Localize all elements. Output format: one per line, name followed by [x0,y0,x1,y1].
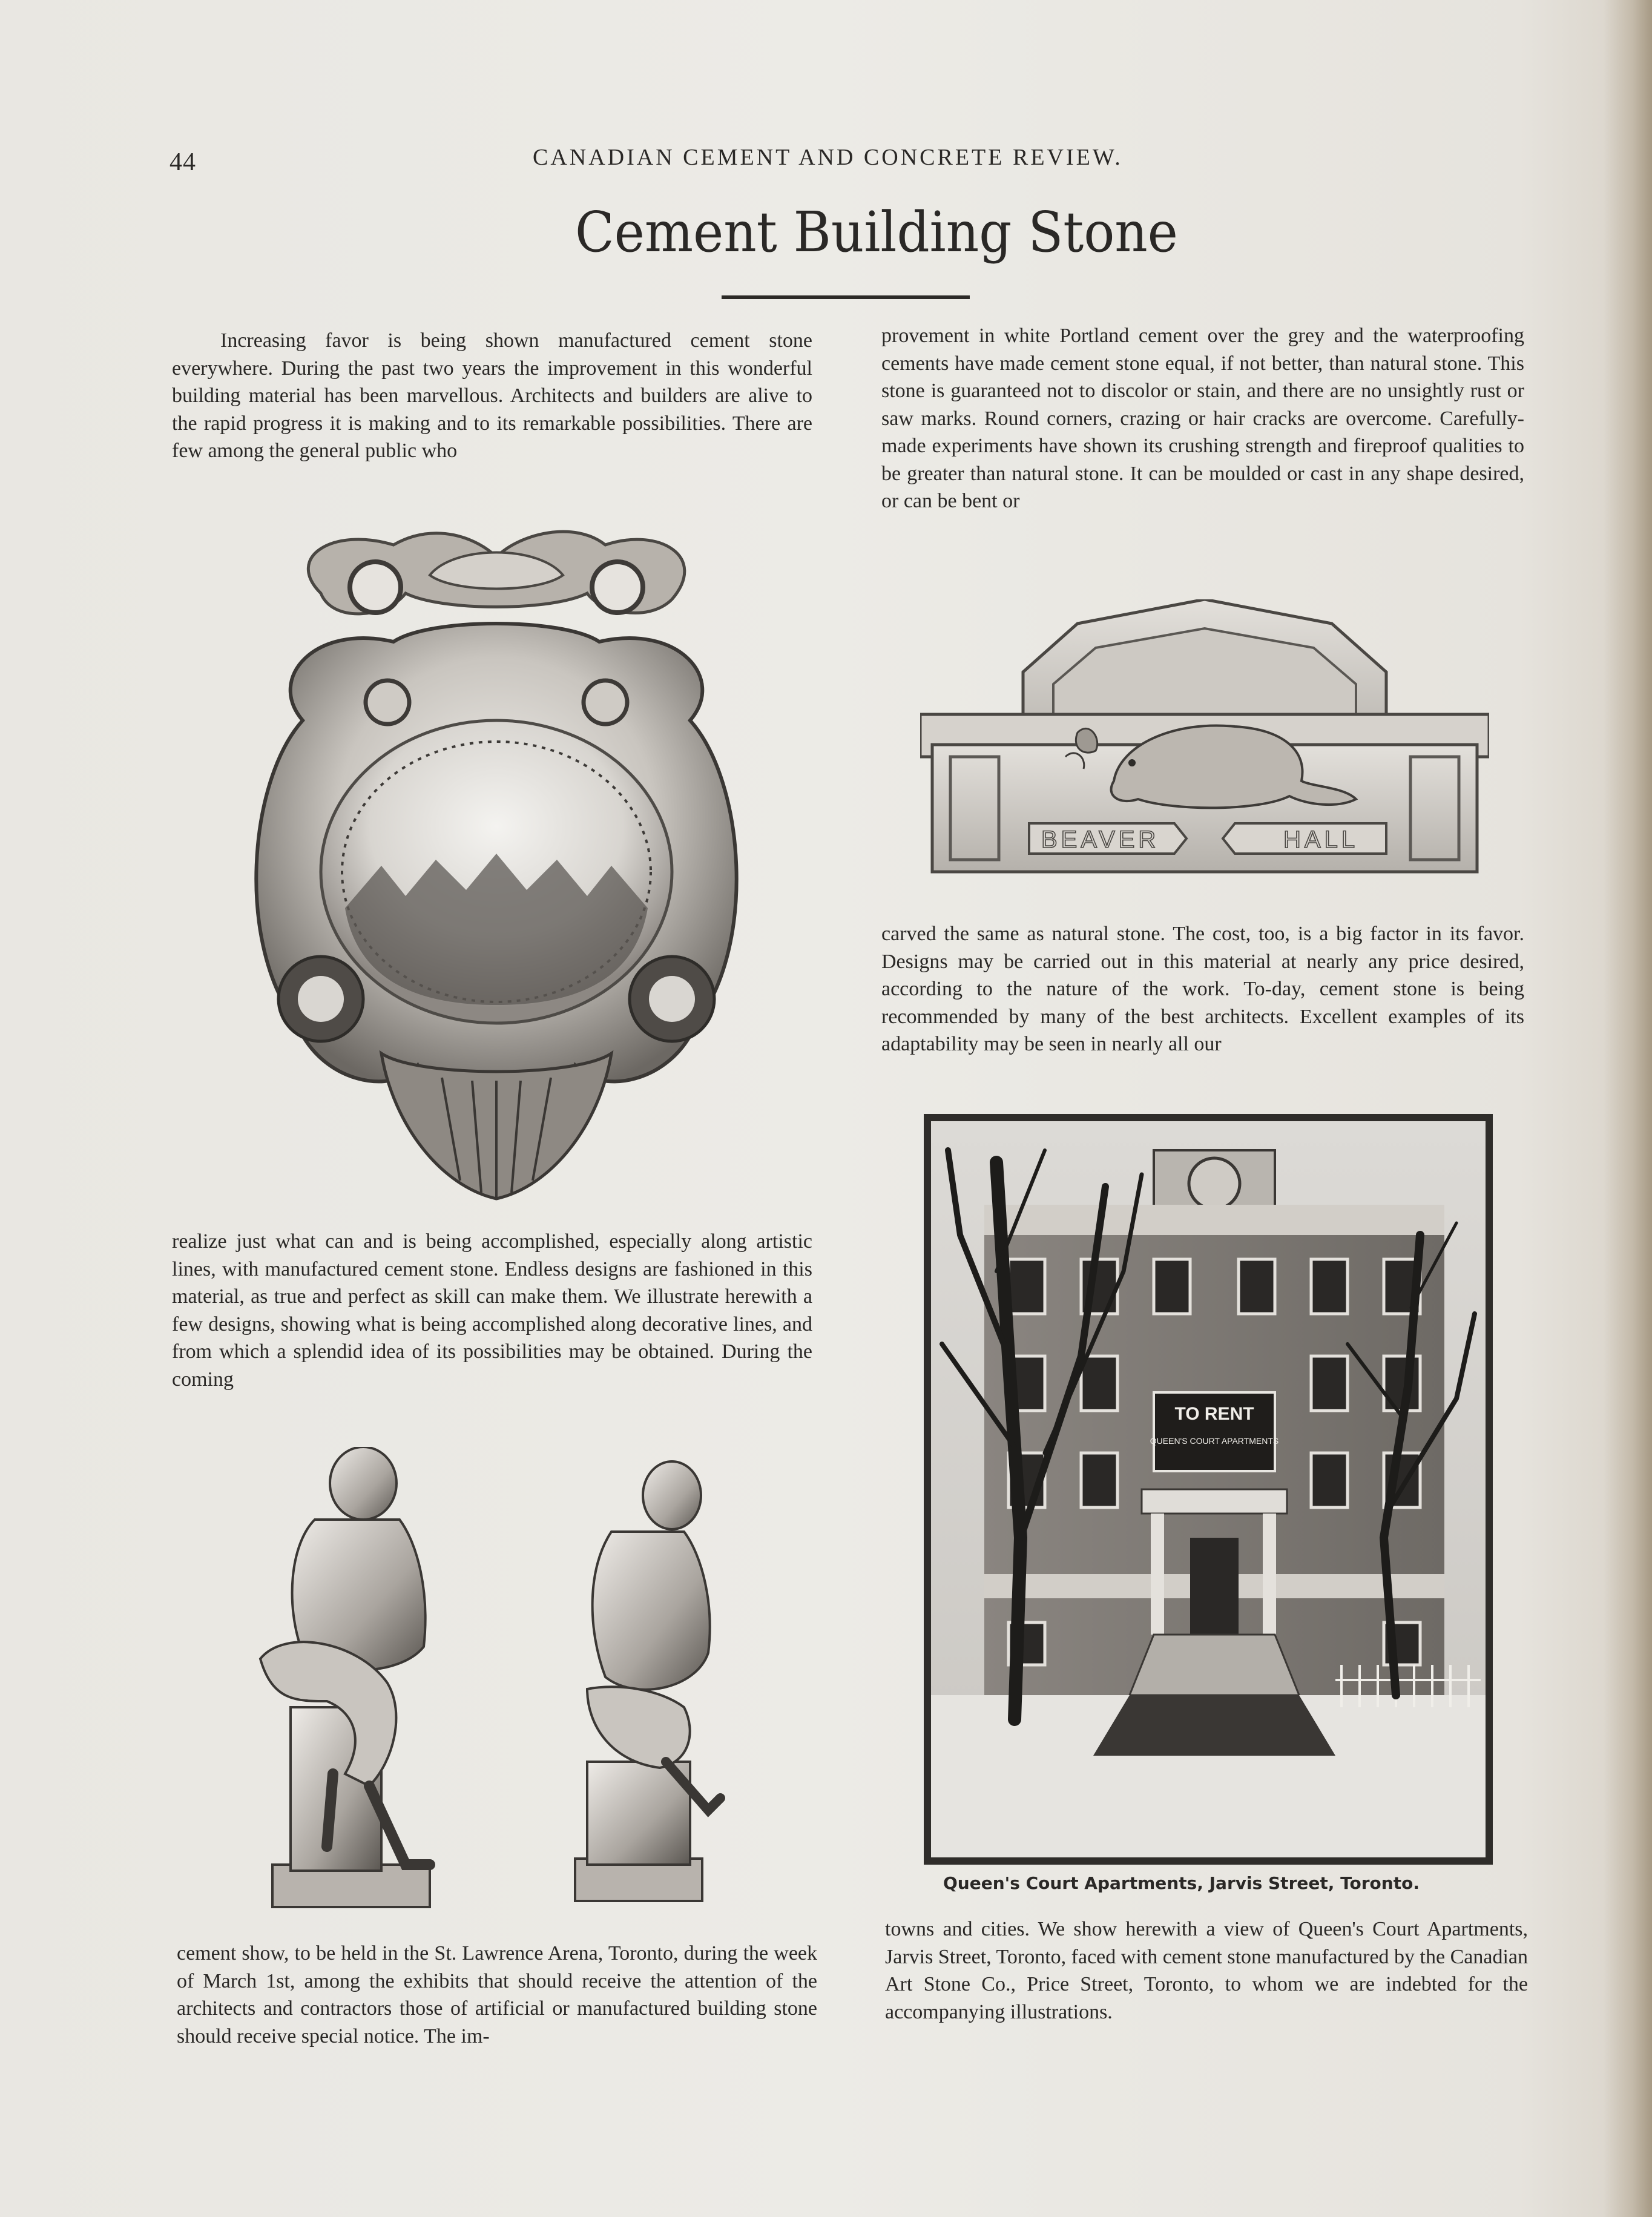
beaver-hall-panel-image [920,599,1489,878]
statue-young-figure [575,1461,720,1901]
page-edge-shadow [1604,0,1652,2217]
running-header: CANADIAN CEMENT AND CONCRETE REVIEW. [533,145,1123,170]
cartouche-ornament-image [212,521,781,1211]
paragraph-improvement: provement in white Portland cement over the grey and the waterproofing cements have made cement stone equal, if not better, than natural stone. This stone is guaranteed not to discolor or stain, and there are no unsightly rust or saw marks. Round corners, crazing or hair cracks are overcome. Carefully-made experiments have shown its crushing strength and fireproof qualities to be greater than natural stone. It can be moulded or cast in any shape desired, or can be bent or [881,324,1524,512]
seated-figure-statues-image [248,1447,745,1919]
statues-figure [248,1447,745,1919]
cartouche-ornament-figure [212,521,781,1211]
paragraph-intro: Increasing favor is being shown manufactured cement stone everywhere. During the past two years the improvement in this wonderful building material has been marvellous. Architects and builders are alive to the rapid progress it is making and to its remarkable possibilities. There are few among the general public who [172,329,812,462]
paragraph-artistic-lines: realize just what can and is being accomplished, especially along artistic lines, with manufactured cement stone. Endless designs are fashioned in this material, as true and perfect as skill can make them. We illustrate herewith a few designs, showing what is being accomplished along decorative lines, and from which a splendid idea of its possibilities may be obtained. During the coming [172,1230,812,1391]
paragraph-queens-court: towns and cities. We show herewith a view of Queen's Court Apartments, Jarvis Street, Toronto, faced with cement stone manufactured by the Canadian Art Stone Co., Price Street, Toronto, to whom we are indebted for the accompanying illustrations. [885,1918,1528,2023]
statue-bald-figure [260,1447,430,1907]
paragraph-cement-show: cement show, to be held in the St. Lawrence Arena, Toronto, during the week of March 1st, among the exhibits that should receive the attention of the architects and contractors those of artificial or manufactured building stone should receive special notice. The im- [177,1942,817,2047]
queens-court-photo [924,1114,1493,1865]
to-rent-heading: TO RENT [1174,1404,1254,1424]
paragraph-cost: carved the same as natural stone. The cost, too, is a big factor in its favor. Designs may be carried out in this material at nearly any price desired, according to the nature of the work. To-day, cement stone is being recommended by many of the best architects. Excellent examples of its adaptability may be seen in nearly all our [881,923,1524,1055]
queens-court-photo-figure [924,1114,1493,1865]
beaver-hall-panel-figure [920,599,1489,878]
article-title: Cement Building Stone [575,200,1178,265]
title-rule [722,295,970,299]
page-number: 44 [169,148,196,176]
to-rent-subtitle: QUEEN'S COURT APARTMENTS [1150,1436,1279,1446]
ribbon-left-word: BEAVER [1041,826,1160,853]
ribbon-right-word: HALL [1283,826,1359,853]
photo-caption: Queen's Court Apartments, Jarvis Street, Toronto. [943,1873,1420,1893]
